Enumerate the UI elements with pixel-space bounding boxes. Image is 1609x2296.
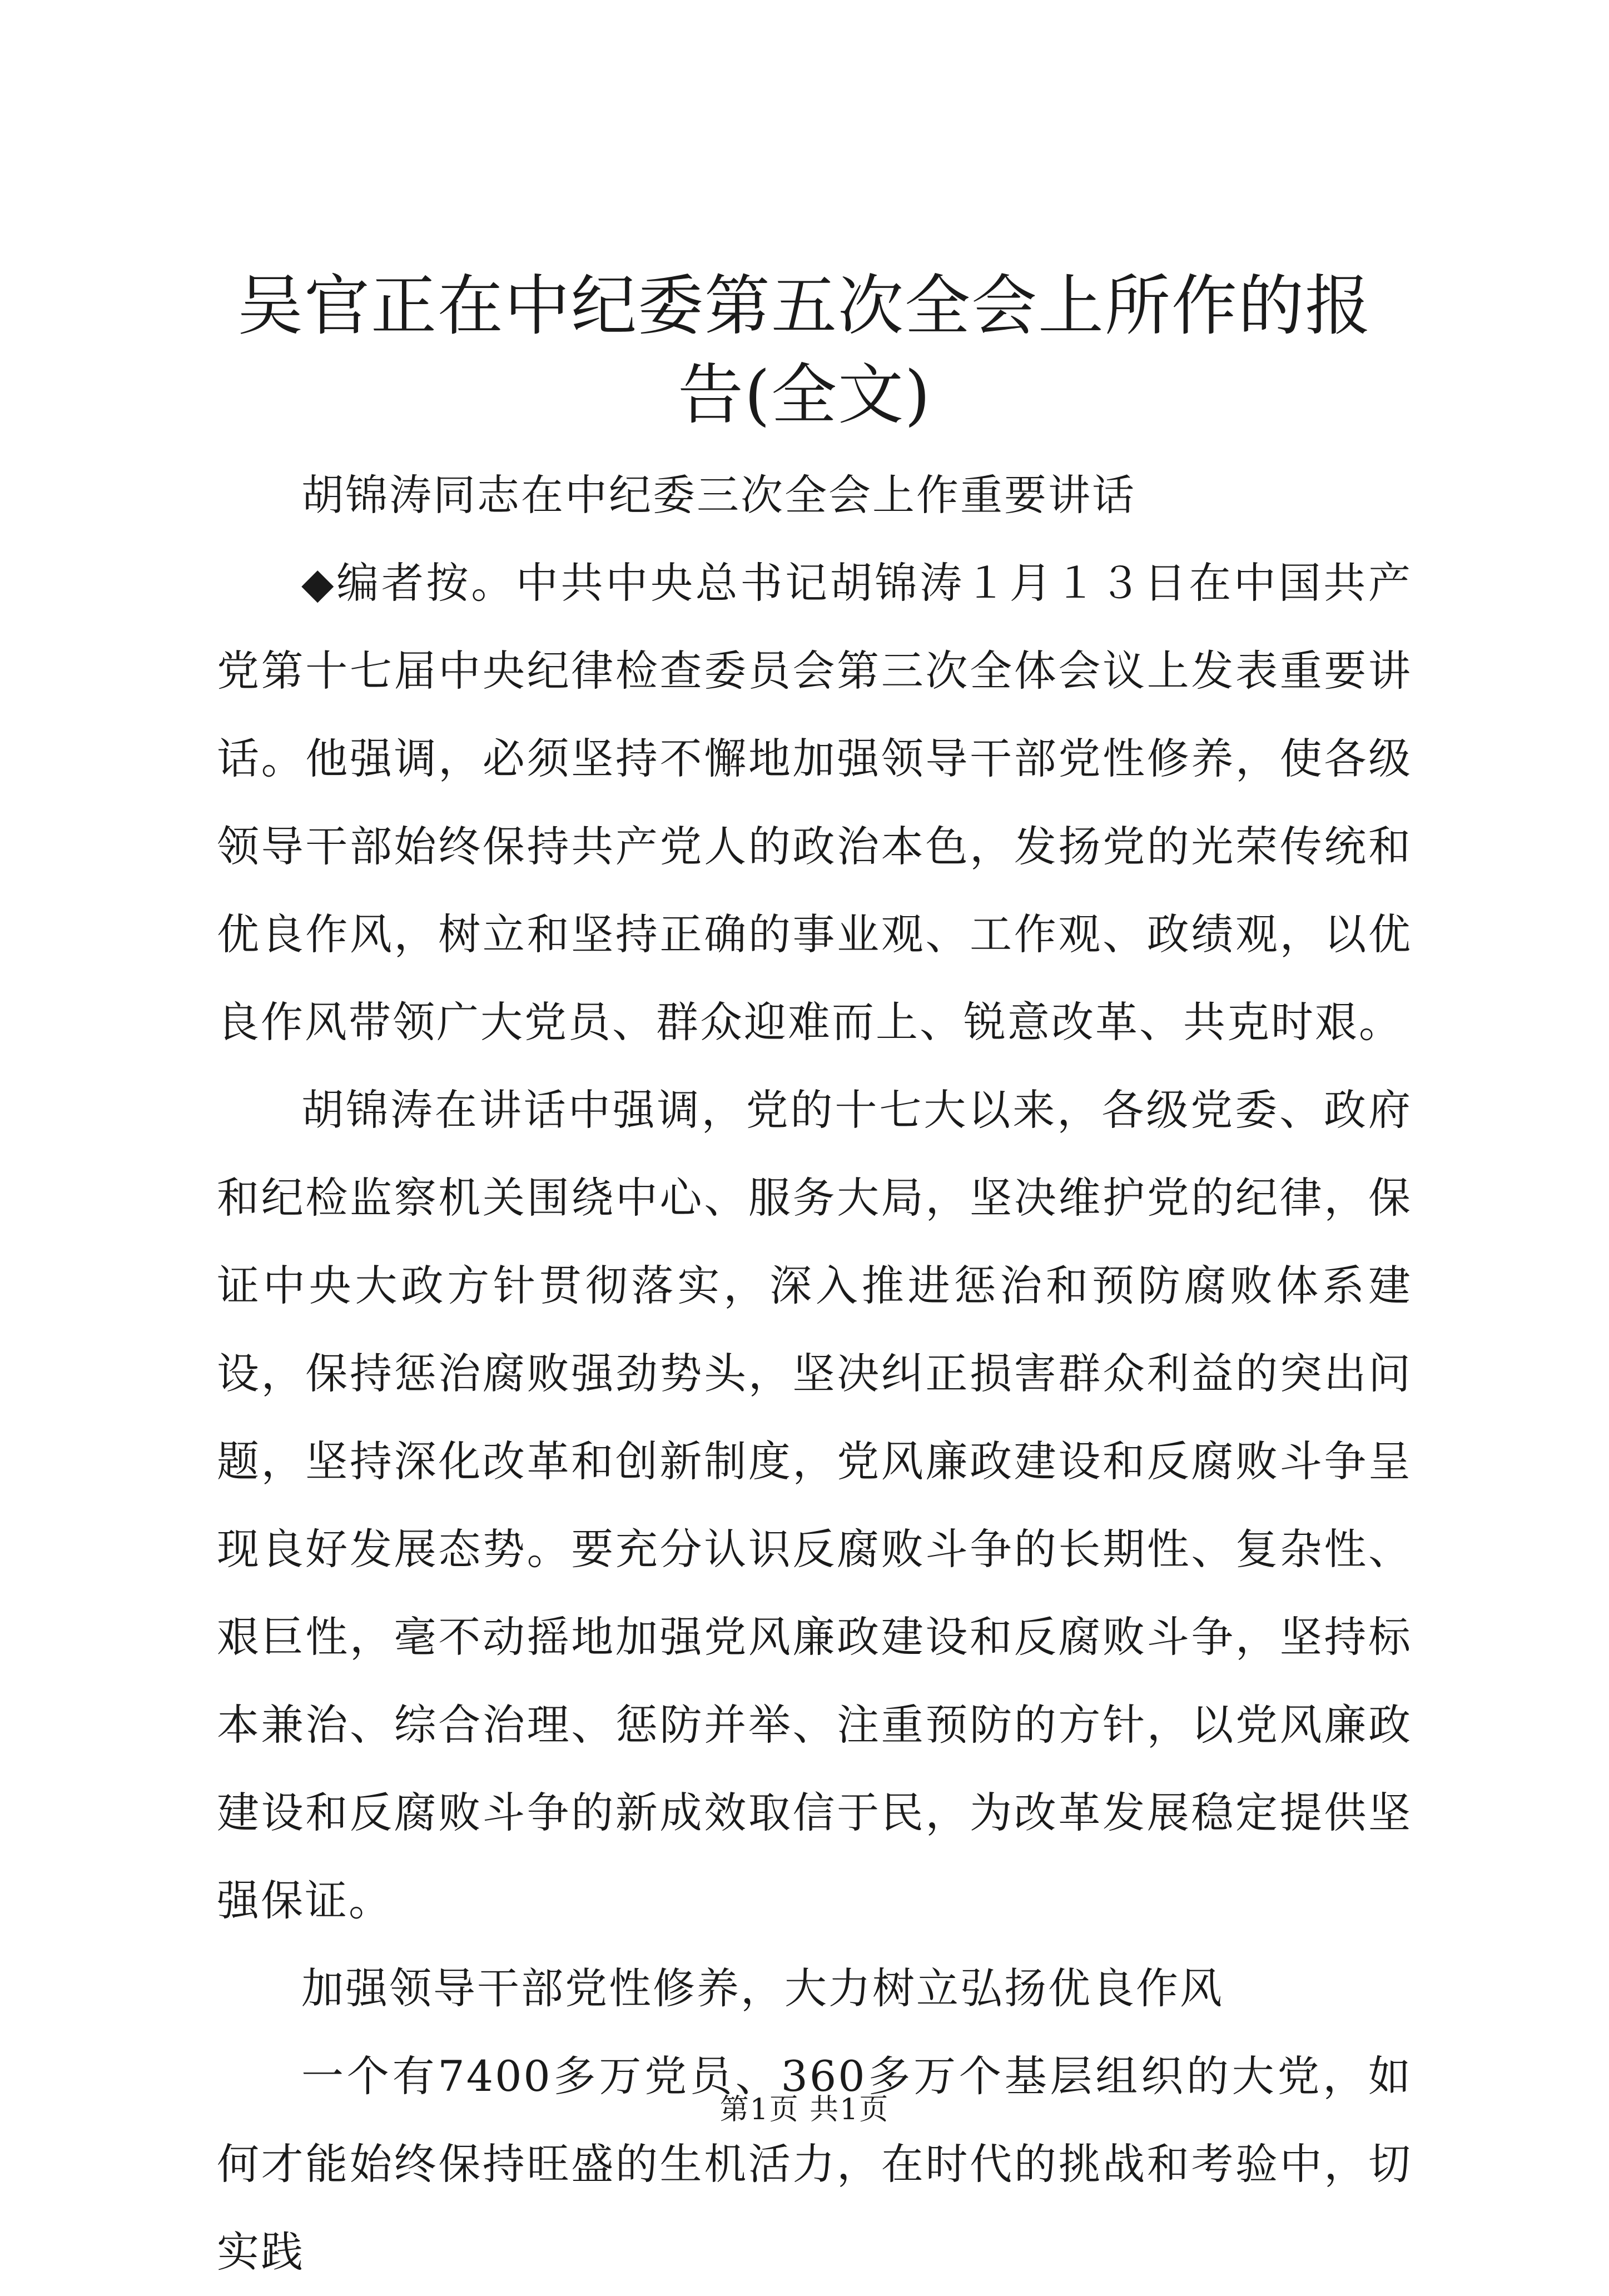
paragraph-heading-speech: 胡锦涛同志在中纪委三次全会上作重要讲话 (301, 470, 1136, 520)
page-number-footer: 第1页 共1页 (719, 2093, 890, 2126)
paragraph-party-scale: 一个有7400多万党员、360多万个基层组织的大党，如何才能始终保持旺盛的生机活力，在时代的挑战和考验中，切实践 (217, 2051, 1412, 2277)
document-title: 吴官正在中纪委第五次全会上所作的报告(全文) (237, 267, 1372, 433)
document-body (217, 451, 1412, 2296)
paragraph-speech-summary: 胡锦涛在讲话中强调，党的十七大以来，各级党委、政府和纪检监察机关围绕中心、服务大局，坚决维护党的纪律，保证中央大政方针贯彻落实，深入推进惩治和预防腐败体系建设，保持惩治腐败强劲势头，坚决纠正损害群众利益的突出问题，坚持深化改革和创新制度，党风廉政建设和反腐败斗争呈现良好发展态势。要充分认识反腐败斗争的长期性、复杂性、艰巨性，毫不动摇地加强党风廉政建设和反腐败斗争，坚持标本兼治、综合治理、惩防并举、注重预防的方针，以党风廉政建设和反腐败斗争的新成效取信于民，为改革发展稳定提供坚强保证。 (217, 1085, 1412, 1925)
paragraph-section-heading: 加强领导干部党性修养，大力树立弘扬优良作风 (301, 1964, 1224, 2013)
paragraph-editor-note: ◆编者按。中共中央总书记胡锦涛１月１３日在中国共产党第十七届中央纪律检查委员会第三次全体会议上发表重要讲话。他强调，必须坚持不懈地加强领导干部党性修养，使各级领导干部始终保持共产党人的政治本色，发扬党的光荣传统和优良作风，树立和坚持正确的事业观、工作观、政绩观，以优良作风带领广大党员、群众迎难而上、锐意改革、共克时艰。 (217, 558, 1412, 1047)
